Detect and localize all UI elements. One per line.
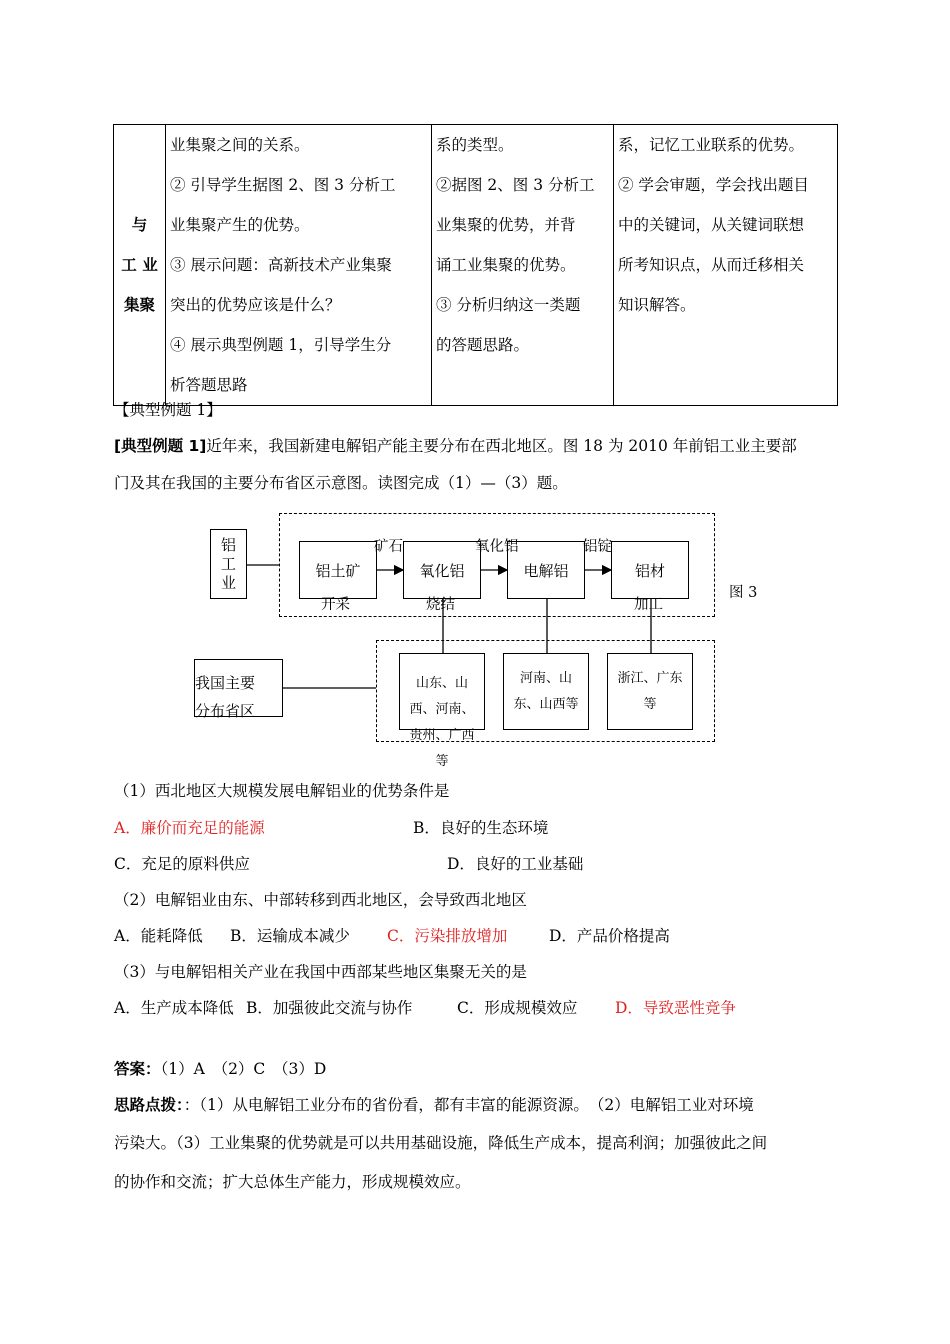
product-label: 铝锭 [583, 539, 612, 555]
process-box-aluminum-product: 铝材 [611, 541, 689, 599]
question-2-option-c: C．污染排放增加 [387, 927, 508, 945]
cell-line: 业集聚产生的优势。 [170, 216, 310, 234]
question-1-option-c: C．充足的原料供应 [114, 855, 250, 873]
section-title: 【典型例题 1】 [114, 401, 222, 419]
cell-line: 系的类型。 [436, 136, 514, 154]
heading-line: 集聚 [123, 296, 155, 314]
question-3-option-b: B．加强彼此交流与协作 [246, 999, 413, 1017]
process-box-electrolytic: 电解铝 [507, 541, 585, 599]
stage-label: 加工 [634, 597, 663, 613]
hint-text: ：（1）从电解铝工业分布的省份看，都有丰富的能源资源。 （2）电解铝工业对环境 [183, 1096, 754, 1114]
province-line: 浙江、广东 [617, 670, 683, 686]
cell-line: 诵工业集聚的优势。 [436, 256, 576, 274]
industry-char: 工 [220, 554, 236, 573]
question-2-option-b: B．运输成本减少 [230, 927, 350, 945]
cell-line: 业集聚的优势，并背 [436, 216, 576, 234]
province-line: 东、山西等 [513, 696, 579, 712]
cell-line: 所考知识点，从而迁移相关 [618, 256, 805, 274]
stage-label: 开采 [321, 597, 350, 613]
intro-line-1-rest: 近年来，我国新建电解铝产能主要分布在西北地区。图 18 为 2010 年前铝工业主要部 [206, 437, 797, 455]
province-line: 河南、山 [519, 670, 572, 686]
cell-line: ④ 展示典型例题 1，引导学生分 [170, 336, 392, 354]
cell-line: ②据图 2、图 3 分析工 [436, 176, 595, 194]
cell-line: 中的关键词，从关键词联想 [618, 216, 805, 234]
province-line: 山东、山 [415, 676, 468, 691]
question-2-option-d: D．产品价格提高 [549, 927, 670, 945]
answer-label: 答案： [114, 1060, 161, 1078]
cell-line: ③ 展示问题：高新技术产业集聚 [170, 256, 392, 274]
hint-line-3: 的协作和交流；扩大总体生产能力，形成规模效应。 [114, 1173, 471, 1191]
cell-line: 业集聚之间的关系。 [170, 136, 310, 154]
process-box-alumina: 氧化铝 [403, 541, 481, 599]
question-2-stem: （2）电解铝业由东、中部转移到西北地区，会导致西北地区 [114, 891, 527, 909]
question-1-option-a: A．廉价而充足的能源 [114, 819, 265, 837]
answer-text: （1）A （2）C （3）D [160, 1060, 327, 1078]
province-line: 贵州、广西 [409, 728, 475, 743]
question-3-option-d: D．导致恶性竞争 [615, 999, 736, 1017]
question-1-option-d: D．良好的工业基础 [447, 855, 584, 873]
province-box-alumina [399, 653, 485, 769]
cell-line: ② 引导学生据图 2、图 3 分析工 [170, 176, 396, 194]
answer-line [114, 1059, 326, 1079]
province-box-electrolytic [503, 653, 589, 730]
hint-line-1 [114, 1095, 754, 1115]
intro-bold-label: [典型例题 1] [114, 437, 207, 455]
province-label-line: 我国主要 [195, 674, 256, 692]
aluminum-industry-box [210, 529, 247, 599]
cell-line: ③ 分析归纳这一类题 [436, 296, 581, 314]
cell-line: ② 学会审题，学会找出题目 [618, 176, 809, 194]
province-box-aluminum-product [607, 653, 693, 730]
stage-label: 烧结 [426, 597, 455, 613]
question-3-option-c: C．形成规模效应 [457, 999, 578, 1017]
product-label: 氧化铝 [475, 539, 519, 555]
figure-label: 图 3 [729, 585, 758, 601]
cell-line: 析答题思路 [170, 376, 248, 394]
question-1-option-b: B．良好的生态环境 [413, 819, 549, 837]
intro-line-2: 门及其在我国的主要分布省区示意图。读图完成（1）—（3）题。 [114, 474, 568, 492]
hint-label: 思路点拨： [114, 1096, 184, 1114]
question-3-option-a: A．生产成本降低 [114, 999, 234, 1017]
hint-line-2: 污染大。（3）工业集聚的优势就是可以共用基础设施，降低生产成本，提高利润；加强彼此之间 [114, 1134, 768, 1152]
industry-char: 铝 [220, 535, 236, 554]
product-label: 矿石 [374, 539, 403, 555]
question-2-option-a: A．能耗降低 [114, 927, 203, 945]
cell-line: 系，记忆工业联系的优势。 [618, 136, 805, 154]
province-line: 西、河南、 [409, 702, 475, 717]
industry-char: 业 [220, 573, 236, 592]
province-line: 等 [643, 696, 657, 712]
cell-line: 的答题思路。 [436, 336, 530, 354]
cell-line: 突出的优势应该是什么？ [170, 296, 341, 314]
heading-line: 与 [131, 216, 148, 234]
province-line: 等 [435, 754, 449, 769]
province-label-line: 分布省区 [195, 702, 256, 720]
question-1-stem: （1）西北地区大规模发展电解铝业的优势条件是 [114, 782, 450, 800]
process-box-bauxite: 铝土矿 [299, 541, 377, 599]
cell-line: 知识解答。 [618, 296, 696, 314]
heading-line: 工 业 [121, 256, 158, 274]
province-label-box [194, 659, 283, 720]
question-3-stem: （3）与电解铝相关产业在我国中西部某些地区集聚无关的是 [114, 963, 527, 981]
